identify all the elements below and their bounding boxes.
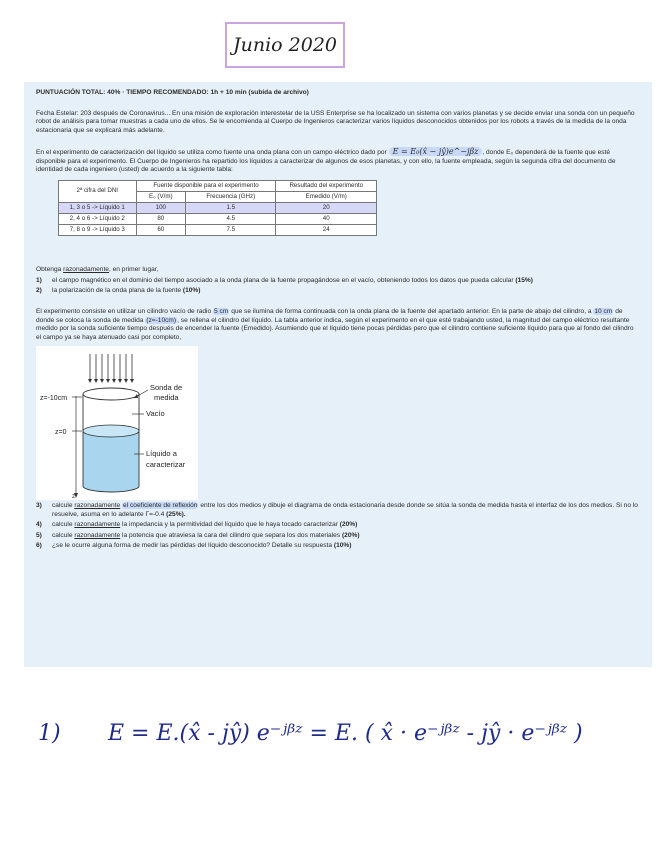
cylinder-diagram [36,346,198,500]
question-3: 3) calcule razonadamente el coeficiente de reflexión entre los dos medios y dibuje el diagrama de onda estacionaria desde donde se sitúa la sonda de medida hasta el interfaz de los dos medios. Si no lo resuelve, asuma en lo adelante Γ=-0.4 (25%). [36,502,638,518]
table-row: 1, 3 o 5 -> Líquido 1 100 1.5 20 [59,203,377,214]
questions-intro: Obtenga razonadamente, en primer lugar, [36,266,159,274]
table-header-result: Resultado del experimento [276,180,377,191]
table-subheader-freq: Frecuencia (GHz) [186,192,276,203]
label-z0: z=0 [55,429,67,437]
questions-list-b [36,502,640,551]
label-probe-1: Sonda de [150,383,183,393]
label-probe-2: medida [154,393,179,403]
table-wrapper [36,180,640,236]
source-paragraph: En el experimento de caracterización del líquido se utiliza como fuente una onda plana con un campo eléctrico dado por E = E₀(x̂ − jŷ)e^−jβz , donde E₀ dependerá de la fuente que esté disponible para el experimento. El Cuerpo de Ingenieros ha repartido los líquidos a caracterizar de algunos de esos planetas, y con ello, la fuente empleada, según la segunda cifra del documento de identidad de cada ingeniero (usted) de acuerdo a la siguiente tabla: [36,147,616,174]
table-header-source: Fuente disponible para el experimento [136,180,276,191]
question-6: 6) ¿se le ocurre alguna forma de medir las pérdidas del líquido desconocido? Detalle su respuesta (10%) [36,542,352,550]
experiment-paragraph: El experimento consiste en utilizar un cilindro vacío de radio 5 cm que se ilumina de forma continuada con la onda plana de la fuente del apartado anterior. En la parte de abajo del cilindro, a 10 cm de donde se coloca la sonda de medida (z=-10cm), se rellena el cilindro del líquido. La tabla anterior indica, según el experimento en el que esté trabajando usted, la magnitud del campo eléctrico resultante medido por la sonda suficiente tiempo después de encender la fuente (Emedido). Asumiendo que el líquido tiene pocas pérdidas pero que el cilindro contiene suficiente líquido para que al fondo del cilindro el campo ya se haya atenuado casi por completo, [36,307,634,341]
label-liquid-2: caracterizar [146,460,186,470]
answer-equation: E = E.(x̂ - jŷ) e⁻ʲᵝᶻ = E. ( x̂ · e⁻ʲᵝᶻ - jŷ · e⁻ʲᵝᶻ ) [108,720,583,746]
incident-arrows [90,354,132,382]
table-subheader-emed: Emedido (V/m) [276,192,377,203]
questions-list-b-wrapper [36,502,640,551]
question-1: 1) el campo magnético en el dominio del tiempo asociado a la onda plana de la fuente propagándose en el vacío, obteniendo todos los datos que pueda calcular (15%) [36,276,533,284]
questions-list-a [36,277,640,296]
table-row: 2, 4 o 6 -> Líquido 2 80 4.5 40 [59,214,377,225]
intro-paragraph: Fecha Estelar: 203 después de Coronavirus... En una misión de exploración interestelar de la USS Enterprise se ha localizado un sistema con varios planetas y se decide enviar una sonda con un pequeño robot de análisis para tomar muestras a cada uno de ellos. Se le encomienda al Cuerpo de Ingenieros caracterizar varios líquidos desconocidos obtenidos por los robots a través de la medida de la onda estacionaria que se explicará más adelante. [36,109,635,134]
label-vacio: Vacío [146,409,165,419]
question-4: 4) calcule razonadamente la impedancia y la permitividad del líquido que le haya tocado caracterizar (20%) [36,521,358,529]
answer-number: 1) [38,720,61,746]
label-liquid-1: Líquido a [146,449,177,459]
table-header-dni: 2ª cifra del DNI [59,180,137,202]
label-z-axis: z [72,494,75,501]
question-5: 5) calcule razonadamente la potencia que atraviesa la cara del cilindro que separa los dos materiales (20%) [36,531,360,539]
table-subheader-e0: E₀ (V/m) [136,192,185,203]
cylinder-svg [36,346,198,500]
source-table [58,180,377,236]
handwritten-answer [38,708,638,758]
label-z-minus10: z=-10cm [40,395,68,403]
exam-statement [24,82,652,667]
exam-header: PUNTUACIÓN TOTAL: 40% · TIEMPO RECOMENDADO: 1h + 10 min (subida de archivo) [36,89,309,96]
question-2: 2) la polarización de la onda plana de la fuente (10%) [36,287,201,295]
date-label: Junio 2020 [225,22,345,68]
field-formula: E = E₀(x̂ − jŷ)e^−jβz [389,147,483,156]
table-row: 7, 8 o 9 -> Líquido 3 60 7.5 24 [59,225,377,236]
